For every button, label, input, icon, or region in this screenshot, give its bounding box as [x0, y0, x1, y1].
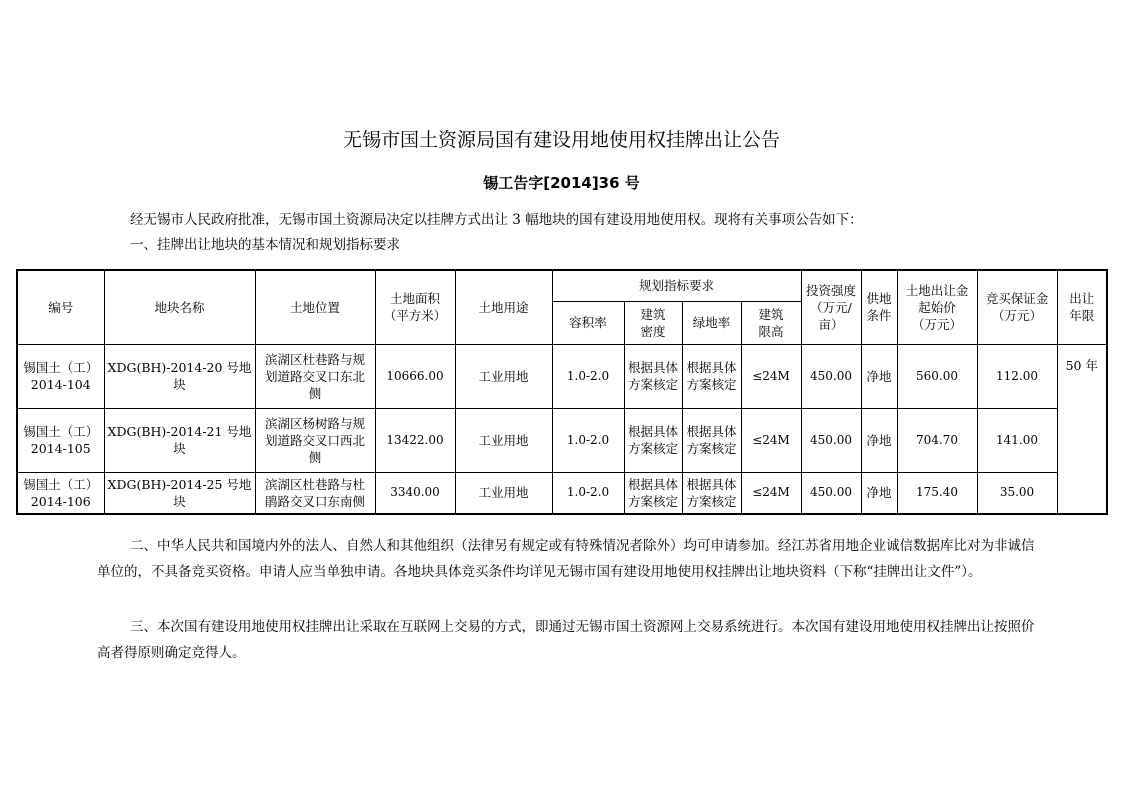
cell-green: 根据具体 方案核定 [682, 408, 741, 472]
header-name: 地块名称 [104, 270, 255, 344]
header-green: 绿地率 [682, 301, 741, 344]
table-header-row [17, 270, 1107, 301]
cell-supply: 净地 [861, 408, 897, 472]
cell-deposit: 35.00 [977, 472, 1057, 514]
cell-supply: 净地 [861, 472, 897, 514]
header-supply: 供地 条件 [861, 270, 897, 344]
cell-name: XDG(BH)-2014-20 号地块 [104, 344, 255, 408]
table-row [17, 408, 1107, 472]
cell-green: 根据具体 方案核定 [682, 344, 741, 408]
cell-height: ≤24M [741, 408, 801, 472]
cell-far: 1.0-2.0 [552, 408, 624, 472]
cell-far: 1.0-2.0 [552, 344, 624, 408]
header-far: 容积率 [552, 301, 624, 344]
header-usage: 土地用途 [455, 270, 552, 344]
cell-far: 1.0-2.0 [552, 472, 624, 514]
header-start-price: 土地出让金 起始价 （万元） [897, 270, 977, 344]
section3-paragraph: 三、本次国有建设用地使用权挂牌出让采取在互联网上交易的方式，即通过无锡市国土资源网上交易系统进行。本次国有建设用地使用权挂牌出让按照价高者得原则确定竞得人。 [97, 619, 1035, 661]
cell-id: 锡国土（工） 2014-105 [17, 408, 104, 472]
cell-term: 50 年 [1057, 344, 1107, 514]
cell-usage: 工业用地 [455, 472, 552, 514]
cell-area: 10666.00 [375, 344, 455, 408]
cell-start-price: 175.40 [897, 472, 977, 514]
cell-height: ≤24M [741, 344, 801, 408]
header-id: 编号 [17, 270, 104, 344]
cell-id: 锡国土（工） 2014-106 [17, 472, 104, 514]
cell-invest: 450.00 [801, 344, 861, 408]
header-planning: 规划指标要求 [552, 270, 801, 301]
header-density: 建筑 密度 [624, 301, 682, 344]
header-invest: 投资强度 （万元/ 亩） [801, 270, 861, 344]
cell-location: 滨湖区杨树路与规 划道路交叉口西北 侧 [255, 408, 375, 472]
cell-start-price: 704.70 [897, 408, 977, 472]
cell-area: 13422.00 [375, 408, 455, 472]
header-deposit: 竞买保证金 （万元） [977, 270, 1057, 344]
cell-supply: 净地 [861, 344, 897, 408]
header-area: 土地面积 （平方米） [375, 270, 455, 344]
header-location: 土地位置 [255, 270, 375, 344]
document-number: 锡工告字[2014]36 号 [483, 174, 640, 192]
section2-paragraph: 二、中华人民共和国境内外的法人、自然人和其他组织（法律另有规定或有特殊情况者除外）均可申请参加。经江苏省用地企业诚信数据库比对为非诚信单位的，不具备竞买资格。申请人应当单独申请。各地块具体竞买条件均详见无锡市国有建设用地使用权挂牌出让地块资料（下称“挂牌出让文件”）。 [97, 538, 1035, 580]
land-parcel-table [16, 269, 1108, 515]
cell-name: XDG(BH)-2014-21 号地块 [104, 408, 255, 472]
cell-green: 根据具体 方案核定 [682, 472, 741, 514]
cell-density: 根据具体 方案核定 [624, 472, 682, 514]
cell-invest: 450.00 [801, 472, 861, 514]
cell-name: XDG(BH)-2014-25 号地块 [104, 472, 255, 514]
cell-deposit: 141.00 [977, 408, 1057, 472]
cell-start-price: 560.00 [897, 344, 977, 408]
cell-usage: 工业用地 [455, 408, 552, 472]
cell-height: ≤24M [741, 472, 801, 514]
cell-location: 滨湖区杜巷路与杜 鹃路交叉口东南侧 [255, 472, 375, 514]
page-title: 无锡市国土资源局国有建设用地使用权挂牌出让公告 [342, 129, 780, 151]
cell-deposit: 112.00 [977, 344, 1057, 408]
cell-invest: 450.00 [801, 408, 861, 472]
cell-density: 根据具体 方案核定 [624, 344, 682, 408]
header-height: 建筑 限高 [741, 301, 801, 344]
cell-density: 根据具体 方案核定 [624, 408, 682, 472]
intro-paragraph: 经无锡市人民政府批准，无锡市国土资源局决定以挂牌方式出让 3 幅地块的国有建设用地使用权。现将有关事项公告如下： [130, 212, 863, 228]
table-row [17, 472, 1107, 514]
cell-location: 滨湖区杜巷路与规 划道路交叉口东北 侧 [255, 344, 375, 408]
cell-usage: 工业用地 [455, 344, 552, 408]
header-term: 出让 年限 [1057, 270, 1107, 344]
cell-area: 3340.00 [375, 472, 455, 514]
cell-id: 锡国土（工） 2014-104 [17, 344, 104, 408]
table-row [17, 344, 1107, 408]
section1-heading: 一、挂牌出让地块的基本情况和规划指标要求 [130, 237, 400, 253]
